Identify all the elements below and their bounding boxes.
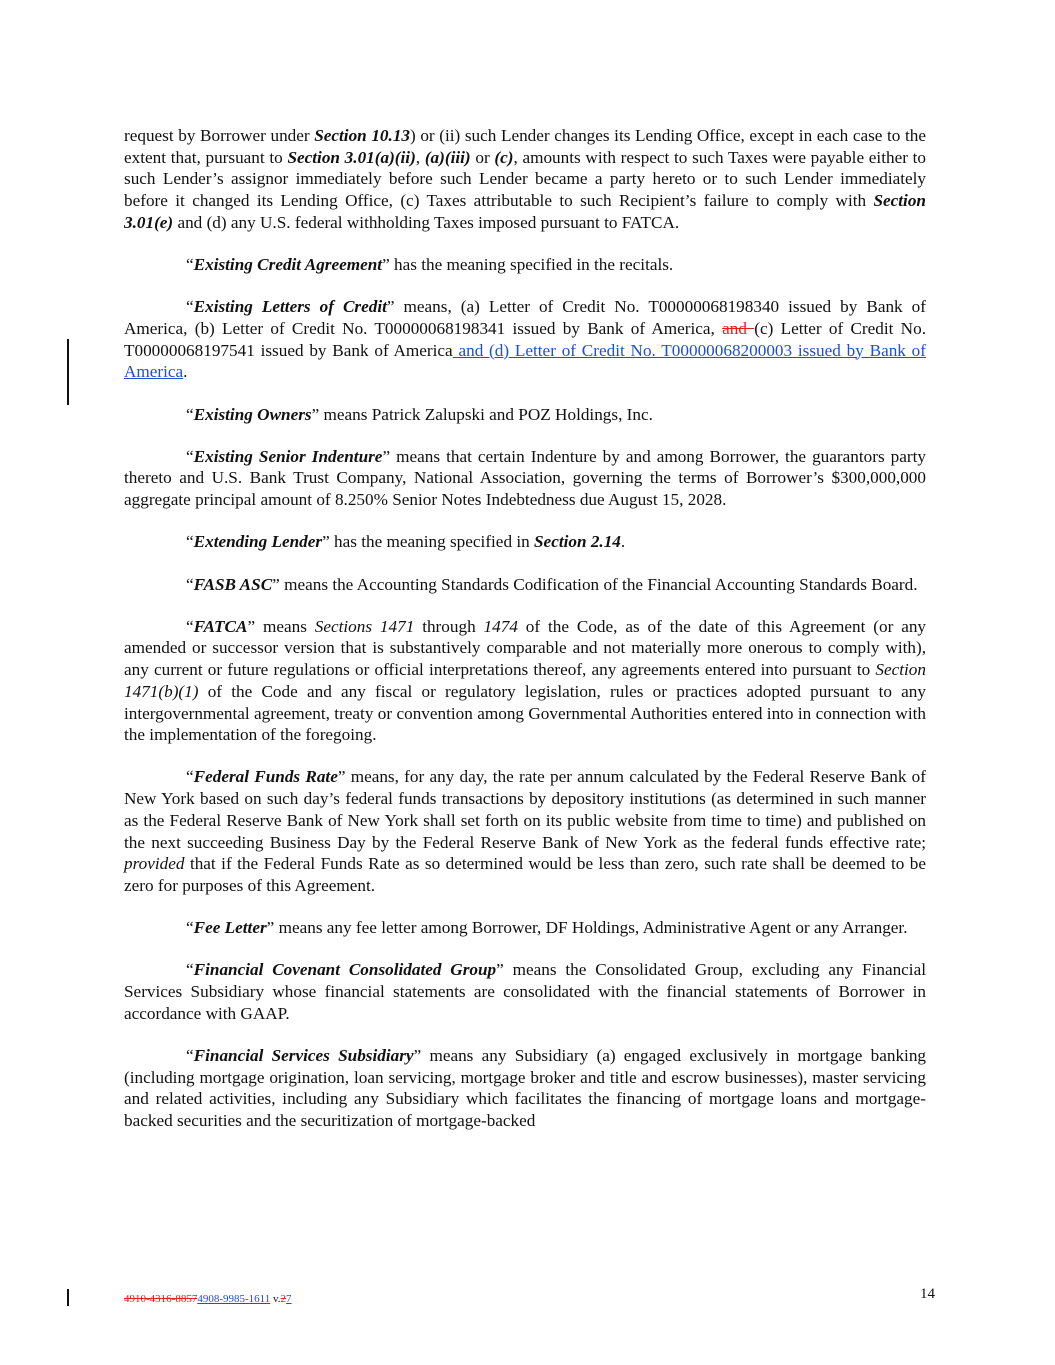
definition-financial-covenant-consolidated-group: “Financial Covenant Consolidated Group” means the Consolidated Group, excluding any Financial Services Subsidiary whose financial statements are consolidated with the financial statements of Borrower in accordance with GAAP.	[124, 960, 926, 1023]
definition-existing-owners: “Existing Owners” means Patrick Zalupski and POZ Holdings, Inc.	[186, 404, 653, 424]
definition-existing-letters-of-credit: “Existing Letters of Credit” means, (a) Letter of Credit No. T00000068198340 issued by Bank of America, (b) Letter of Credit No. T00000068198341 issued by Bank of America, and (c) Letter of Credit No. T00000068197541 issued by Bank of America and (d) Letter of Credit No. T00000068200003 issued by Bank of America.	[124, 297, 926, 382]
section-ref: Section 3.01(a)(ii)	[287, 147, 416, 167]
defined-term: Extending Lender	[193, 532, 323, 552]
section-ref: Section 2.14	[534, 532, 621, 552]
change-bar-existing-letters	[67, 339, 69, 405]
page-number: 14	[920, 1286, 935, 1302]
defined-term: Existing Owners	[193, 404, 312, 424]
deleted-doc-id: 4910-4316-8857	[124, 1293, 198, 1305]
deleted-text: and	[722, 318, 755, 338]
definition-extending-lender: “Extending Lender” has the meaning specified in Section 2.14.	[186, 532, 626, 552]
definition-existing-credit-agreement: “Existing Credit Agreement” has the meaning specified in the recitals.	[186, 255, 674, 275]
defined-term: Federal Funds Rate	[193, 767, 338, 787]
change-bar-footer	[67, 1289, 69, 1306]
defined-term: Financial Services Subsidiary	[193, 1046, 414, 1065]
defined-term: Existing Senior Indenture	[193, 446, 383, 466]
defined-term: Existing Letters of Credit	[193, 297, 387, 317]
section-ref: Section 3.01(e)	[124, 191, 926, 232]
inserted-doc-id: 4908-9985-1611	[197, 1293, 271, 1305]
document-page	[124, 125, 926, 1152]
section-ref: (c)	[494, 147, 514, 167]
definition-fatca: “FATCA” means Sections 1471 through 1474 of the Code, as of the date of this Agreement (or any amended or successor version that is substantively comparable and not materially more onerous to comply with), any current or future regulations or official interpretations thereof, any agreements entered into pursuant to Section 1471(b)(1) of the Code and any fiscal or regulatory legislation, rules or practices adopted pursuant to any intergovernmental agreement, treaty or convention among Governmental Authorities entered into in connection with the implementation of the foregoing.	[124, 616, 927, 745]
defined-term: FATCA	[193, 616, 248, 636]
defined-term: Fee Letter	[193, 918, 267, 938]
definition-fasb-asc: “FASB ASC” means the Accounting Standards Codification of the Financial Accounting Standards Board.	[186, 574, 918, 594]
paragraph-excluded-taxes-continued: request by Borrower under Section 10.13) or (ii) such Lender changes its Lending Office, except in each case to the extent that, pursuant to Section 3.01(a)(ii), (a)(iii) or (c), amounts with respect to such Taxes were payable either to such Lender’s assignor immediately before such Lender became a party hereto or to such Lender immediately before it changed its Lending Office, (c) Taxes attributable to such Recipient’s failure to comply with Section 3.01(e) and (d) any U.S. federal withholding Taxes imposed pursuant to FATCA.	[124, 126, 926, 232]
section-ref: Section 10.13	[314, 126, 411, 145]
defined-term: Existing Credit Agreement	[193, 255, 383, 275]
defined-term: FASB ASC	[193, 574, 273, 594]
definition-fee-letter: “Fee Letter” means any fee letter among Borrower, DF Holdings, Administrative Agent or any Arranger.	[186, 918, 908, 938]
definition-federal-funds-rate: “Federal Funds Rate” means, for any day, the rate per annum calculated by the Federal Reserve Bank of New York based on such day’s federal funds transactions by depository institutions (as determined in such manner as the Federal Reserve Bank of New York shall set forth on its public website from time to time) and published on the next succeeding Business Day by the Federal Reserve Bank of New York as the federal funds effective rate; provided that if the Federal Funds Rate as so determined would be less than zero, such rate shall be deemed to be zero for purposes of this Agreement.	[124, 767, 926, 895]
defined-term: Financial Covenant Consolidated Group	[193, 960, 497, 980]
document-footer-id: 4910-4316-88574908-9985-1611 v.27	[124, 1293, 292, 1305]
definition-financial-services-subsidiary: “Financial Services Subsidiary” means any Subsidiary (a) engaged exclusively in mortgage banking (including mortgage origination, loan servicing, mortgage broker and title and escrow businesses), master servicing and related activities, including any Subsidiary which facilitates the financing of mortgage loans and mortgage-backed securities and the securitization of mortgage-backed	[124, 1046, 927, 1131]
inserted-text: and (d) Letter of Credit No. T00000068200003 issued by Bank of America	[124, 340, 926, 382]
section-ref: (a)(iii)	[424, 147, 471, 167]
definition-existing-senior-indenture: “Existing Senior Indenture” means that certain Indenture by and among Borrower, the guarantors party thereto and U.S. Bank Trust Company, National Association, governing the terms of Borrower’s $300,000,000 aggregate principal amount of 8.250% Senior Notes Indebtedness due August 15, 2028.	[124, 446, 926, 510]
